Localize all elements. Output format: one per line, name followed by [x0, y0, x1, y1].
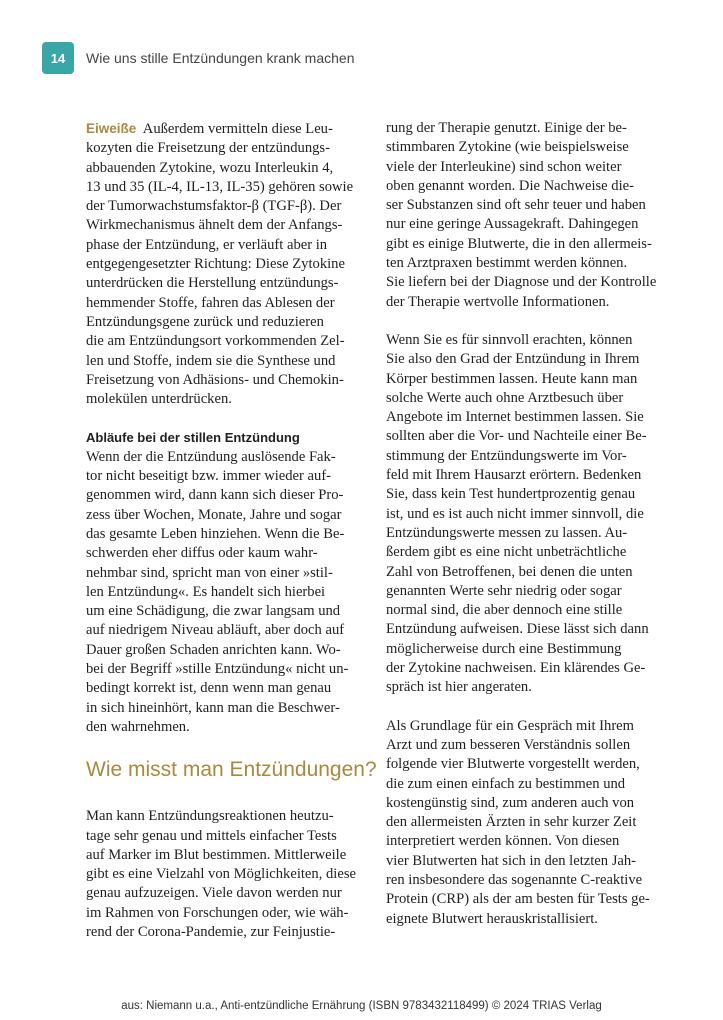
page-header: [42, 42, 354, 74]
text-line: ten Arztpraxen bestimmt werden können.: [386, 255, 628, 272]
text-line: stimmung der Entzündungswerte im Vor-: [386, 447, 627, 464]
text-line: abbauenden Zytokine, wozu Interleukin 4,: [86, 159, 334, 176]
text-line: Arzt und zum besseren Verständnis sollen: [386, 736, 631, 753]
text-line: das gesamte Leben hinziehen. Wenn die Be-: [86, 525, 345, 542]
text-line: auf niedrigem Niveau abläuft, aber doch auf: [86, 622, 345, 639]
text-line: die zum einen einfach zu bestimmen und: [386, 775, 626, 792]
text-line: Wirkmechanismus ähnelt dem der Anfangs-: [86, 217, 343, 234]
text-line: 13 und 35 (IL-4, IL-13, IL-35) gehören sowie: [86, 178, 354, 195]
text-line: ist, und es ist auch nicht immer sinnvoll, die: [386, 505, 644, 522]
text-line: möglicherweise durch eine Bestimmung: [386, 640, 622, 657]
text-line: rend der Corona-Pandemie, zur Feinjustie-: [86, 923, 336, 940]
running-title: Wie uns stille Entzündungen krank machen: [86, 50, 355, 66]
text-line: ren insbesondere das sogenannte C-reaktive: [386, 871, 643, 888]
text-line: phase der Entzündung, er verläuft aber in: [86, 236, 328, 253]
text-line: Freisetzung von Adhäsions- und Chemokin-: [86, 371, 344, 388]
text-line: solche Werte auch ohne Arztbesuch über: [386, 389, 624, 406]
text-line: molekülen unterdrücken.: [86, 391, 232, 408]
text-line: stimmbaren Zytokine (wie beispielsweise: [386, 139, 629, 156]
text-line: Entzündungswerte messen zu lassen. Au-: [386, 524, 628, 541]
text-line: ser Substanzen sind oft sehr teuer und haben: [386, 197, 646, 214]
text-line: nur eine geringe Aussagekraft. Dahingegen: [386, 216, 639, 233]
text-line: der Tumorwachstumsfaktor-β (TGF-β). Der: [86, 198, 342, 215]
text-line: genannten Werte sehr niedrig oder sogar: [386, 582, 622, 599]
page-number-badge: 14: [42, 42, 74, 74]
text-line: genau aufzuzeigen. Viele davon werden nur: [86, 885, 342, 902]
text-line: Angebote im Internet bestimmen lassen. Sie: [386, 409, 644, 426]
text-line: normal sind, die aber dennoch eine stille: [386, 602, 623, 619]
text-line: eignete Blutwert herauskristallisiert.: [386, 910, 598, 927]
text-line: auf Marker im Blut bestimmen. Mittlerweile: [86, 846, 347, 863]
text-line: spräch ist hier angeraten.: [386, 679, 532, 696]
section-heading: Wie misst man Entzündungen?: [86, 758, 377, 782]
text-line: Sie liefern bei der Diagnose und der Kontrolle: [386, 274, 657, 291]
text-line: gibt es eine Vielzahl von Möglichkeiten, diese: [86, 866, 356, 883]
right-column: [386, 119, 662, 929]
text-line: Wenn Sie es für sinnvoll erachten, können: [386, 331, 633, 348]
text-line: feld mit Ihrem Hausarzt erörtern. Bedenken: [386, 467, 642, 484]
text-line: rung der Therapie genutzt. Einige der be-: [386, 120, 627, 136]
text-line: der Zytokine nachweisen. Ein klärendes Ge-: [386, 660, 646, 677]
text-line: viele der Interleukine) sind schon weiter: [386, 158, 622, 175]
text-line: Protein (CRP) als der am besten für Tests ge-: [386, 891, 650, 908]
text-line: vier Blutwerten hat sich in den letzten Jah-: [386, 852, 637, 869]
text-line: len und Stoffe, indem sie die Synthese und: [86, 352, 336, 369]
text-line: bei der Begriff »stille Entzündung« nicht un-: [86, 661, 349, 678]
text-line: nehmbar sind, spricht man von einer »stil-: [86, 564, 333, 581]
text-line: gibt es einige Blutwerte, die in den allermeis-: [386, 235, 652, 252]
text-line: Entzündung aufweisen. Diese lässt sich dann: [386, 621, 649, 638]
text-line: unterdrücken die Herstellung entzündungs-: [86, 275, 339, 292]
text-line: folgende vier Blutwerte vorgestellt werden,: [386, 756, 640, 773]
text-line: in sich hineinhört, kann man die Beschwer-: [86, 699, 340, 716]
text-line: bedingt korrekt ist, denn wenn man genau: [86, 680, 332, 697]
paragraph-keyword: Eiweiße: [86, 121, 137, 136]
text-line: schwerden eher diffus oder kaum wahr-: [86, 545, 318, 562]
text-line: entgegengesetzter Richtung: Diese Zytokine: [86, 256, 345, 273]
text-line: len Entzündung«. Es handelt sich hierbei: [86, 583, 326, 600]
text-line: Sie, dass kein Test hundertprozentig genau: [386, 486, 636, 503]
text-line: tor nicht beseitigt bzw. immer wieder auf-: [86, 468, 332, 485]
text-line: Eiweiße Außerdem vermitteln diese Leu-: [86, 121, 333, 137]
text-line: genommen wird, dann kann sich dieser Pro-: [86, 487, 344, 504]
text-line: Man kann Entzündungsreaktionen heutzu-: [86, 808, 334, 825]
text-line: interpretiert werden können. Von diesen: [386, 833, 620, 850]
subheading: Abläufe bei der stillen Entzündung: [86, 430, 300, 446]
text-line: kostengünstig sind, zum anderen auch von: [386, 794, 635, 811]
text-line: ßerdem gibt es eine nicht unbeträchtliche: [386, 544, 627, 561]
text-line: im Rahmen von Forschungen oder, wie wäh-: [86, 904, 349, 921]
text-line: Sie also den Grad der Entzündung in Ihrem: [386, 351, 640, 368]
text-line: Zahl von Betroffenen, bei denen die unten: [386, 563, 633, 580]
text-line: sollten aber die Vor- und Nachteile einer Be-: [386, 428, 647, 445]
text-line: Wenn der die Entzündung auslösende Fak-: [86, 448, 336, 465]
left-column: [86, 119, 377, 942]
text-line: oben genannt worden. Die Nachweise die-: [386, 177, 635, 194]
text-line: kozyten die Freisetzung der entzündungs-: [86, 140, 330, 157]
text-line: Entzündungsgene zurück und reduzieren: [86, 313, 324, 330]
text-line: um eine Schädigung, die zwar langsam und: [86, 603, 341, 620]
text-line: den allermeisten Ärzten in sehr kurzer Zeit: [386, 814, 637, 831]
text-line: Als Grundlage für ein Gespräch mit Ihrem: [386, 717, 635, 734]
text-line: Körper bestimmen lassen. Heute kann man: [386, 370, 638, 387]
text-line: hemmender Stoffe, fahren das Ablesen der: [86, 294, 335, 311]
footer-citation: aus: Niemann u.a., Anti-entzündliche Ernährung (ISBN 9783432118499) © 2024 TRIAS Verlag: [121, 1000, 602, 1012]
text-line: Dauer großen Schaden anrichten kann. Wo-: [86, 641, 341, 658]
text-line: die am Entzündungsort vorkommenden Zel-: [86, 333, 345, 350]
text-line: tage sehr genau und mittels einfacher Tests: [86, 827, 337, 844]
text-line: der Therapie wertvolle Informationen.: [386, 293, 610, 310]
text-line: den wahrnehmen.: [86, 718, 190, 735]
text-line: zess über Wochen, Monate, Jahre und sogar: [86, 506, 342, 523]
